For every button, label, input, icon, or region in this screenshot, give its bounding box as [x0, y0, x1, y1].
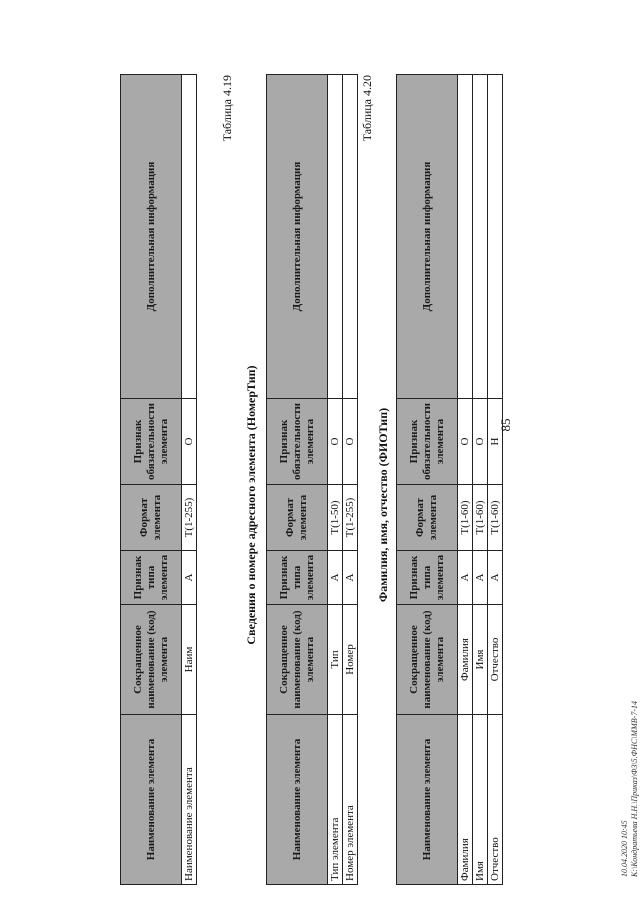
column-header-type: Признак типа элемента — [121, 551, 182, 605]
cell-name: Отчество — [488, 715, 503, 885]
cell-format: T(1-50) — [328, 485, 343, 551]
cell-info — [182, 75, 197, 399]
column-header-code: Сокращенное наименование (код) элемента — [267, 605, 328, 715]
table-row — [343, 75, 358, 885]
column-header-name: Наименование элемента — [397, 715, 458, 885]
cell-code: Тип — [328, 605, 343, 715]
cell-type: А — [473, 551, 488, 605]
table-caption-4-20: Таблица 4.20 — [360, 75, 374, 142]
table-row — [458, 75, 473, 885]
footer-stamp — [620, 701, 640, 877]
table-caption-4-19: Таблица 4.19 — [220, 75, 234, 142]
cell-required: О — [458, 399, 473, 485]
table-header-row — [267, 75, 328, 885]
cell-code: Имя — [473, 605, 488, 715]
cell-type: А — [328, 551, 343, 605]
cell-required: О — [328, 399, 343, 485]
column-header-required: Признак обязательности элемента — [121, 399, 182, 485]
cell-info — [328, 75, 343, 399]
table-row — [473, 75, 488, 885]
cell-format: T(1-60) — [458, 485, 473, 551]
cell-type: А — [458, 551, 473, 605]
column-header-format: Формат элемента — [267, 485, 328, 551]
cell-required: Н — [488, 399, 503, 485]
table-header-row — [397, 75, 458, 885]
column-header-info: Дополнительная информация — [267, 75, 328, 399]
cell-info — [343, 75, 358, 399]
column-header-name: Наименование элемента — [267, 715, 328, 885]
cell-code: Наим — [182, 605, 197, 715]
cell-code: Отчество — [488, 605, 503, 715]
column-header-format: Формат элемента — [397, 485, 458, 551]
cell-name: Имя — [473, 715, 488, 885]
table-title-nomer: Сведения о номере адресного элемента (НомерТип) — [244, 365, 258, 645]
cell-code: Фамилия — [458, 605, 473, 715]
cell-name: Тип элемента — [328, 715, 343, 885]
cell-type: А — [488, 551, 503, 605]
column-header-code: Сокращенное наименование (код) элемента — [121, 605, 182, 715]
column-header-format: Формат элемента — [121, 485, 182, 551]
cell-format: T(1-60) — [473, 485, 488, 551]
table-header-row — [121, 75, 182, 885]
footer-timestamp: 10.04.2020 10:45 — [620, 820, 629, 877]
cell-type: А — [182, 551, 197, 605]
cell-format: T(1-255) — [182, 485, 197, 551]
table-row — [328, 75, 343, 885]
fio-table — [396, 74, 503, 885]
cell-name: Номер элемента — [343, 715, 358, 885]
footer-path: К:\Кондратьева Н.Н.\Приказ\ФЗ\5.ФНС\ММВ-7-14 — [630, 701, 639, 877]
table-row — [488, 75, 503, 885]
table-title-fio: Фамилия, имя, отчество (ФИОТип) — [376, 407, 390, 603]
table-row — [182, 75, 197, 885]
page-number: 85 — [498, 418, 513, 432]
cell-type: А — [343, 551, 358, 605]
cell-name: Фамилия — [458, 715, 473, 885]
column-header-required: Признак обязательности элемента — [397, 399, 458, 485]
cell-required: О — [473, 399, 488, 485]
column-header-code: Сокращенное наименование (код) элемента — [397, 605, 458, 715]
column-header-name: Наименование элемента — [121, 715, 182, 885]
cell-name: Наименование элемента — [182, 715, 197, 885]
cell-code: Номер — [343, 605, 358, 715]
elements-table — [120, 74, 197, 885]
column-header-type: Признак типа элемента — [267, 551, 328, 605]
cell-info — [473, 75, 488, 399]
cell-format: T(1-255) — [343, 485, 358, 551]
cell-required: О — [182, 399, 197, 485]
cell-format: T(1-60) — [488, 485, 503, 551]
column-header-info: Дополнительная информация — [121, 75, 182, 399]
cell-info — [458, 75, 473, 399]
cell-required: О — [343, 399, 358, 485]
column-header-info: Дополнительная информация — [397, 75, 458, 399]
nomer-table — [266, 74, 358, 885]
rotated-page — [70, 25, 640, 885]
column-header-type: Признак типа элемента — [397, 551, 458, 605]
cell-info — [488, 75, 503, 399]
column-header-required: Признак обязательности элемента — [267, 399, 328, 485]
